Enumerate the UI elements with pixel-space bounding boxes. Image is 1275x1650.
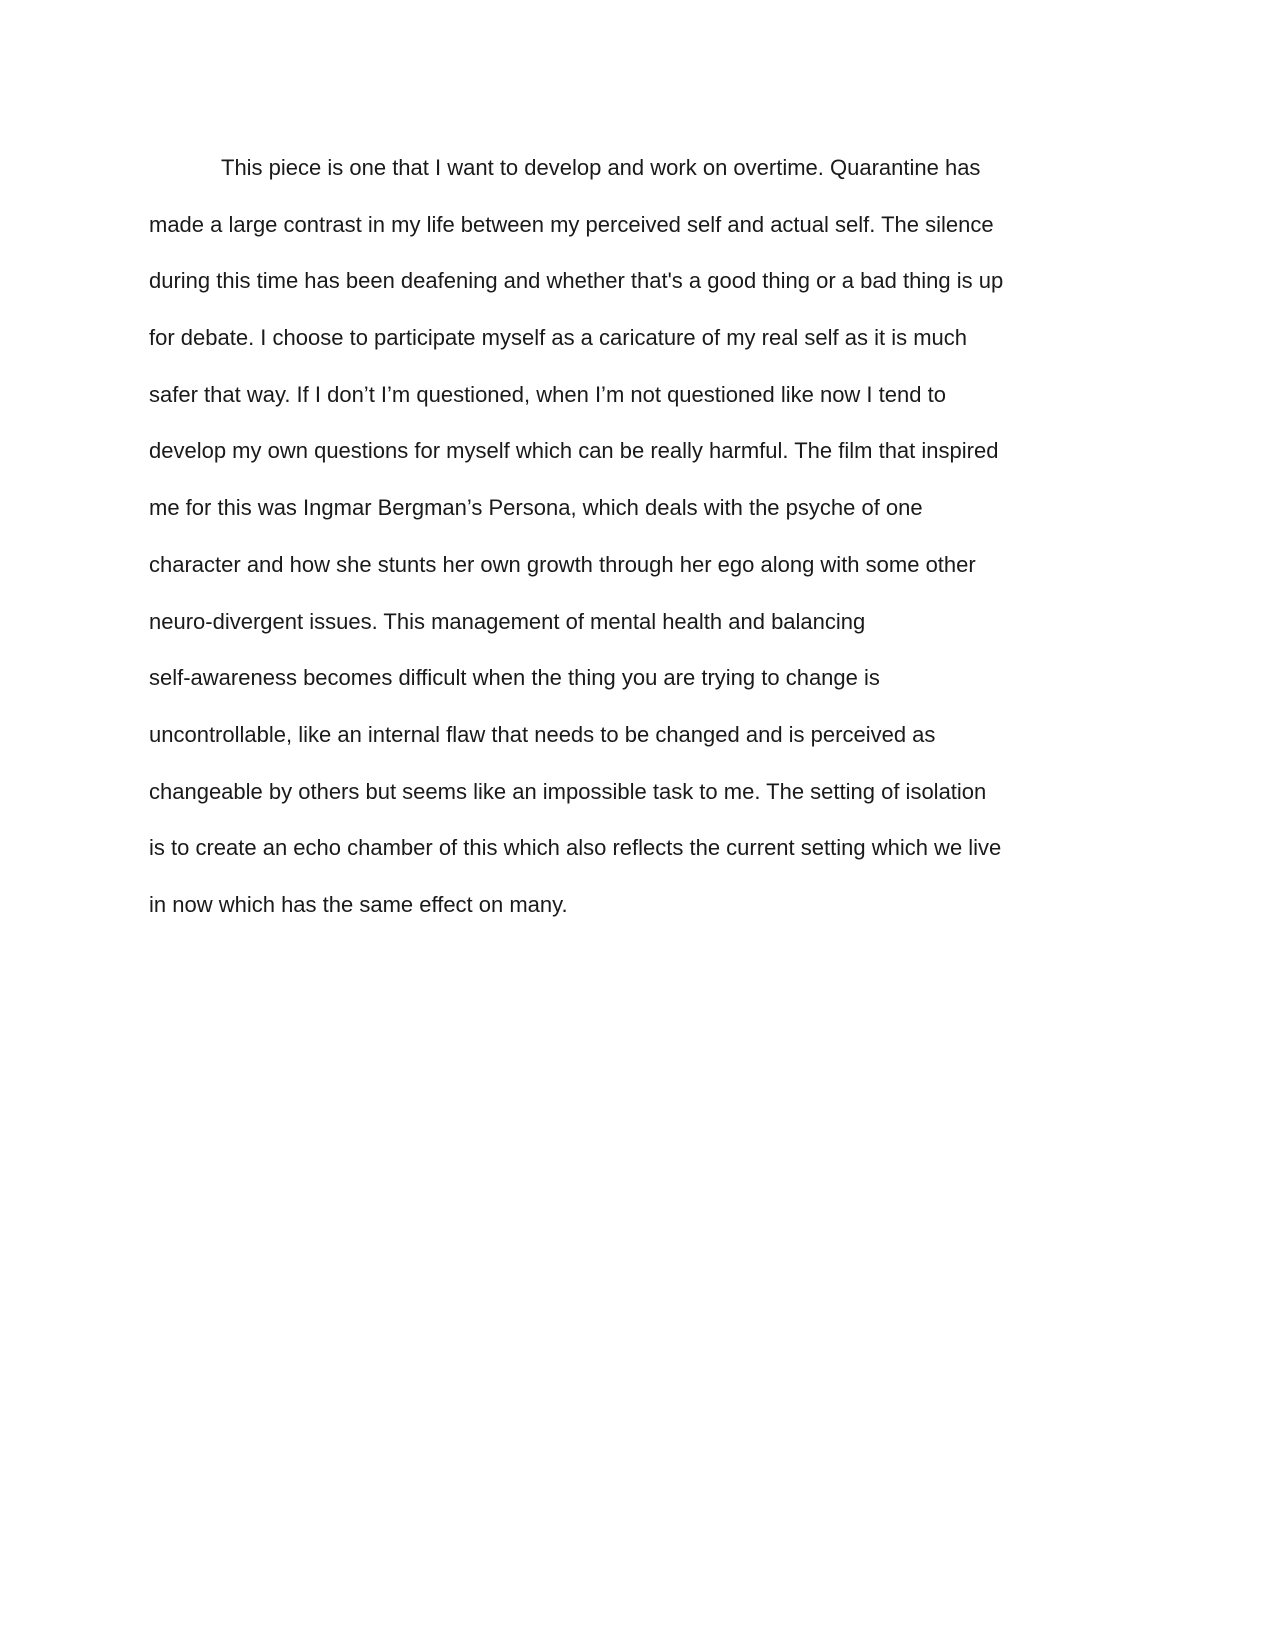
paragraph-line: safer that way. If I don’t I’m questioned, when I’m not questioned like now I tend to	[149, 381, 946, 407]
body-paragraph	[149, 140, 1129, 934]
paragraph-line: neuro-divergent issues. This management of mental health and balancing	[149, 608, 866, 634]
paragraph-line: changeable by others but seems like an impossible task to me. The setting of isolation	[149, 778, 987, 804]
paragraph-line: for debate. I choose to participate myself as a caricature of my real self as it is much	[149, 325, 968, 351]
paragraph-line: made a large contrast in my life between my perceived self and actual self. The silence	[149, 211, 994, 237]
paragraph-line: is to create an echo chamber of this which also reflects the current setting which we live	[149, 835, 1002, 861]
paragraph-line: in now which has the same effect on many.	[149, 891, 568, 917]
paragraph-line: during this time has been deafening and whether that's a good thing or a bad thing is up	[149, 268, 1004, 294]
paragraph-line: me for this was Ingmar Bergman’s Persona, which deals with the psyche of one	[149, 495, 923, 521]
paragraph-line: character and how she stunts her own growth through her ego along with some other	[149, 551, 976, 577]
paragraph-line: This piece is one that I want to develop and work on overtime. Quarantine has	[221, 155, 981, 180]
paragraph-line: uncontrollable, like an internal flaw that needs to be changed and is perceived as	[149, 721, 936, 747]
paragraph-line: develop my own questions for myself which can be really harmful. The film that inspired	[149, 438, 999, 464]
paragraph-line: self-awareness becomes difficult when the thing you are trying to change is	[149, 665, 880, 691]
